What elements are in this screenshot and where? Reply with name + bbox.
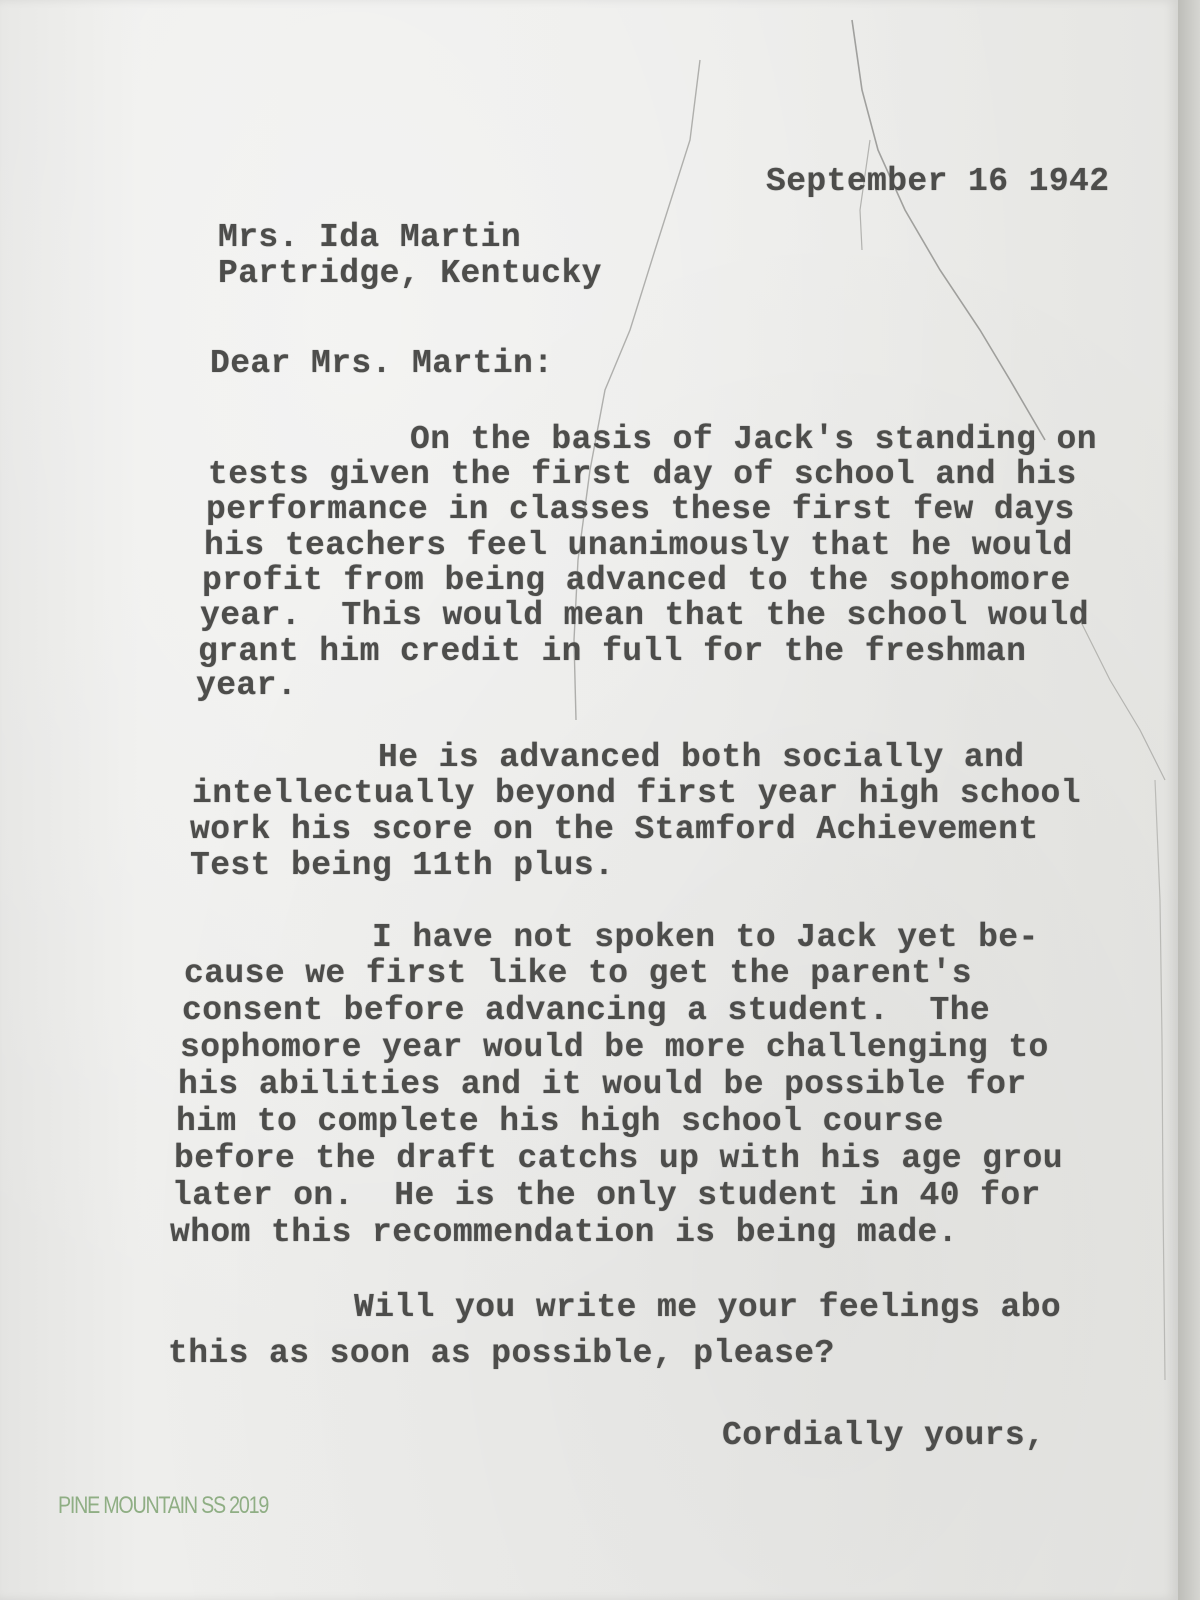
recipient-address: Partridge, Kentucky [218,255,602,292]
paragraph-3-line: him to complete his high school course [176,1103,944,1140]
paragraph-3-line: sophomore year would be more challenging to [180,1029,1049,1066]
paragraph-1-line: grant him credit in full for the freshman [198,633,1027,670]
salutation: Dear Mrs. Martin: [210,345,554,382]
paragraph-1-line: his teachers feel unanimously that he would [204,527,1073,564]
paragraph-3-line: consent before advancing a student. The [182,992,991,1029]
paragraph-3-line: later on. He is the only student in 40 for [172,1177,1041,1214]
paragraph-3-line: whom this recommendation is being made. [170,1214,958,1251]
paragraph-2-line: work his score on the Stamford Achievement [190,811,1039,848]
paragraph-1-line: year. This would mean that the school would [200,597,1089,634]
paragraph-2-line: intellectually beyond first year high school [192,775,1081,812]
paragraph-1-line: tests given the first day of school and his [208,456,1077,493]
paragraph-3-line: his abilities and it would be possible for [178,1066,1027,1103]
paragraph-1-line: On the basis of Jack's standing on [410,421,1097,458]
recipient-name: Mrs. Ida Martin [218,219,522,256]
paragraph-4-line: this as soon as possible, please? [168,1335,835,1372]
paragraph-3-line: before the draft catchs up with his age grou [174,1140,1063,1177]
paragraph-3-line: cause we first like to get the parent's [184,955,972,992]
letter-date: September 16 1942 [766,163,1110,200]
paragraph-2-line: He is advanced both socially and [378,739,1025,776]
closing: Cordially yours, [722,1417,1046,1454]
paragraph-1-line: year. [196,667,298,704]
paragraph-2-line: Test being 11th plus. [190,847,615,884]
watermark: PINE MOUNTAIN SS 2019 [58,1492,269,1519]
paragraph-1-line: profit from being advanced to the sophomore [202,562,1071,599]
paragraph-4-line: Will you write me your feelings abo [354,1289,1062,1326]
paragraph-3-line: I have not spoken to Jack yet be- [372,919,1039,956]
paper-edge [1178,0,1200,1600]
paragraph-1-line: performance in classes these first few days [206,491,1075,528]
